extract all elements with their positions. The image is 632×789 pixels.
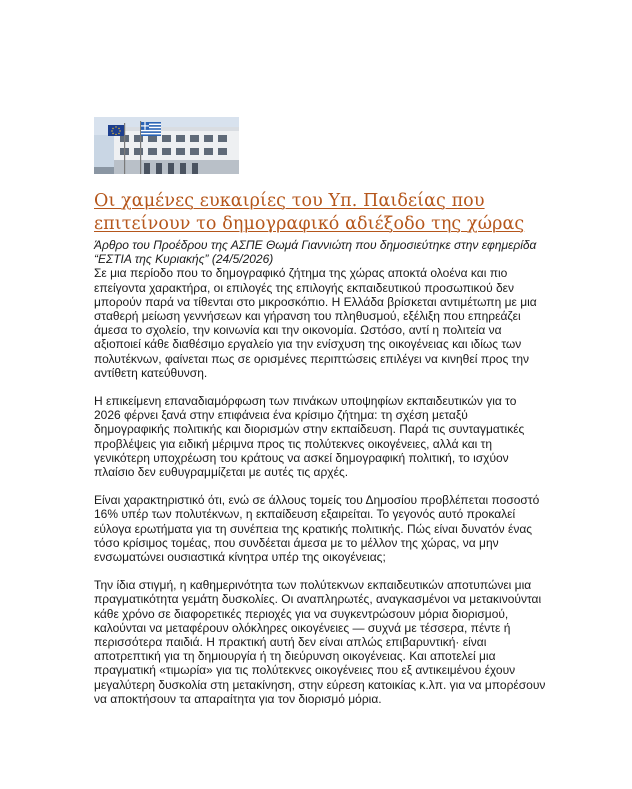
article-paragraph: Η επικείμενη επαναδιαμόρφωση των πινάκων υποψηφίων εκπαιδευτικών για το 2026 φέρνει ξανά στην επιφάνεια ένα κρίσιμο ζήτημα: τη σχέση μεταξύ δημογραφικής πολιτικής και διορισμών στην εκπαίδευση. Παρά τις συνταγματικές προβλέψεις για ειδική μέριμνα προς τις πολύτεκνες οικογένειες, αλλά και τη γενικότερη υποχρέωση του κράτους να ασκεί δημογραφική πολιτική, το ισχύον πλαίσιο δεν ευθυγραμμίζεται με αυτές τις αρχές. [94,394,525,480]
article-paragraph: Είναι χαρακτηριστικό ότι, ενώ σε άλλους τομείς του Δημοσίου προβλέπεται ποσοστό 16% υπέρ των πολυτέκνων, η εκπαίδευση εξαιρείται. Το γεγονός αυτό προκαλεί εύλογα ερωτήματα για τη συνέπεια της κρατικής πολιτικής. Πώς είναι δυνατόν ένας τόσο κρίσιμος τομέας, που συνδέεται άμεσα με το μέλλον της χώρας, να μην ενσωματώνει ουσιαστικά κίνητρα υπέρ της οικογένειας; [94,493,540,565]
article [94,190,546,720]
building-flags-image [94,117,239,174]
article-byline: Άρθρο του Προέδρου της ΑΣΠΕ Θωμά Γιαννιώτη που δημοσιεύτηκε στην εφημερίδα “ΕΣΤΙΑ της Κυριακής” (24/5/2026) [94,238,537,267]
article-paragraph: Την ίδια στιγμή, η καθημερινότητα των πολύτεκνων εκπαιδευτικών αποτυπώνει μια πραγματικότητα γεμάτη δυσκολίες. Οι αναπληρωτές, αναγκασμένοι να μετακινούνται κάθε χρόνο σε διαφορετικές περιοχές για να συγκεντρώσουν μόρια διορισμού, καλούνται να μεταφέρουν ολόκληρες οικογένειες — συχνά με τέσσερα, πέντε ή περισσότερα παιδιά. Η πρακτική αυτή δεν είναι απλώς επιβαρυντική· είναι αποτρεπτική για τη δημιουργία ή τη διεύρυνση οικογένειας. Και αποτελεί μια πραγματική «τιμωρία» για τις πολύτεκνες οικογένειες που εξ αντικειμένου έχουν μεγαλύτερη δυσκολία στη μετακίνηση, στην εύρεση κατοικίας κ.λπ. για να μπορέσουν να αποκτήσουν τα απαραίτητα για τον διορισμό μόρια. [94,578,546,706]
article-paragraph: Σε μια περίοδο που το δημογραφικό ζήτημα της χώρας αποκτά ολοένα και πιο επείγοντα χαρακτήρα, οι επιλογές της επιλογής εκπαιδευτικού προσωπικού δεν μπορούν παρά να τίθενται στο μικροσκόπιο. Η Ελλάδα βρίσκεται αντιμέτωπη με μια σταθερή μείωση γεννήσεων και γήρανση του πληθυσμού, εξέλιξη που επηρεάζει άμεσα το σχολείο, την κοινωνία και την οικονομία. Ωστόσο, αντί η πολιτεία να αξιοποιεί κάθε διαθέσιμο εργαλείο για την ενίσχυση της οικογένειας και ιδίως των πολυτέκνων, φαίνεται πως σε ορισμένες περιπτώσεις επιλέγει να κινηθεί προς την αντίθετη κατεύθυνση. [94,266,537,380]
article-title-link[interactable]: Οι χαμένες ευκαιρίες του Υπ. Παιδείας που επιτείνουν το δημογραφικό αδιέξοδο της χώρας [94,191,525,234]
article-thumbnail[interactable] [94,117,239,174]
